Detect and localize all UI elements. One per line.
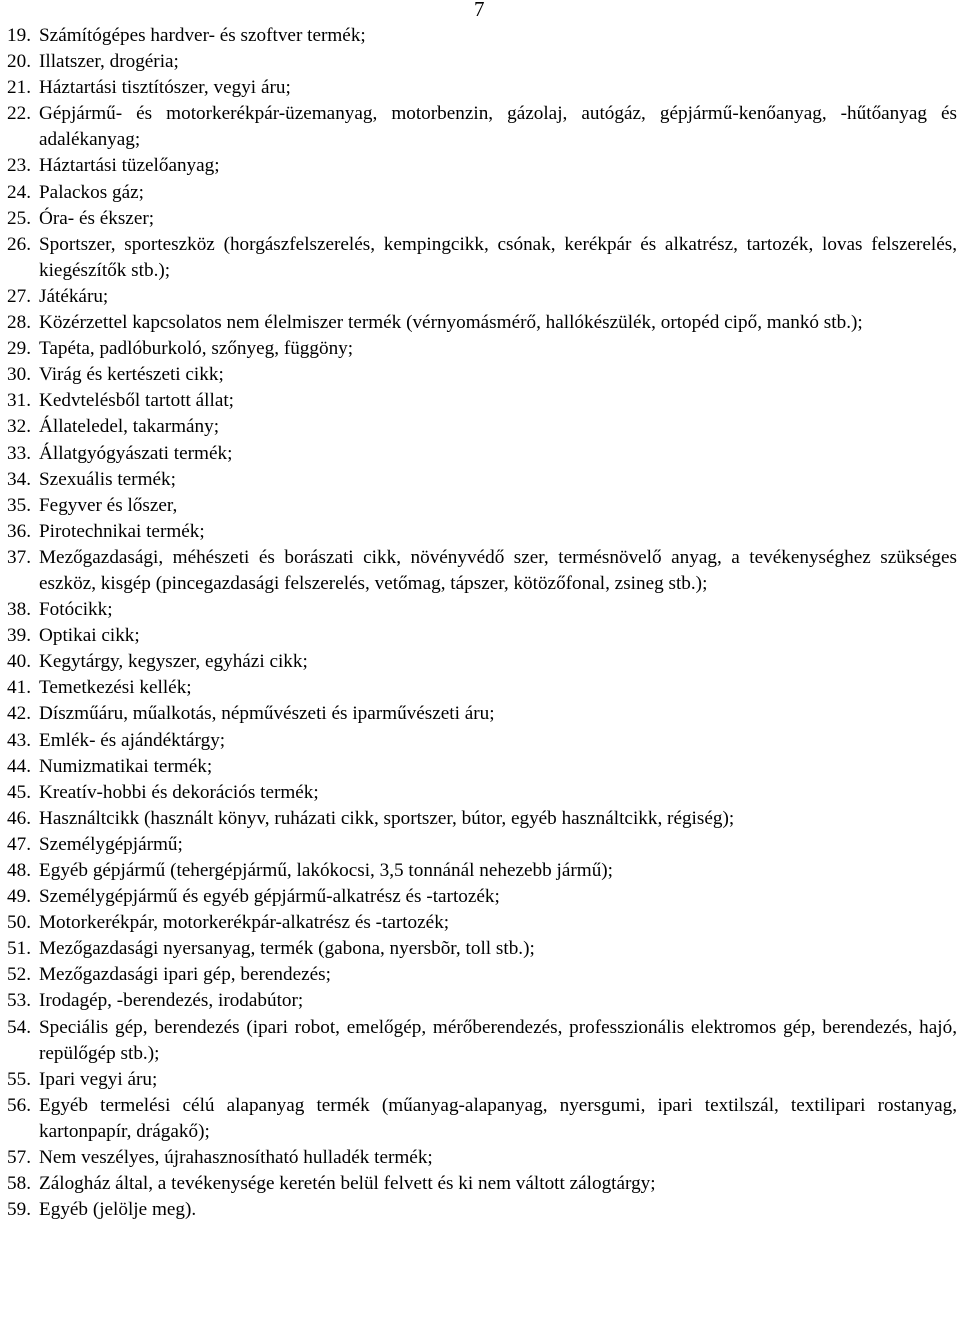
list-item-text: Pirotechnikai termék; (39, 520, 205, 542)
list-item-number: 52. (7, 964, 31, 986)
list-item (7, 153, 957, 179)
list-item (7, 310, 957, 336)
list-item (7, 988, 957, 1014)
list-item-number: 22. (7, 103, 31, 125)
list-item-number: 23. (7, 155, 31, 177)
list-item (7, 728, 957, 754)
list-item-text: Díszműáru, műalkotás, népművészeti és iparművészeti áru; (39, 703, 495, 725)
list-item (7, 23, 957, 49)
product-category-list (7, 23, 957, 1223)
list-item (7, 623, 957, 649)
list-item (7, 49, 957, 75)
list-item-number: 20. (7, 51, 31, 73)
list-item-text: Kegytárgy, kegyszer, egyházi cikk; (39, 651, 308, 673)
list-item (7, 962, 957, 988)
list-item-number: 57. (7, 1147, 31, 1169)
list-item (7, 441, 957, 467)
list-item (7, 884, 957, 910)
list-item-number: 42. (7, 703, 31, 725)
list-item (7, 1171, 957, 1197)
list-item (7, 545, 957, 597)
list-item-text: Közérzettel kapcsolatos nem élelmiszer termék (vérnyomásmérő, hallókészülék, ortopéd cipő, mankó stb.); (39, 312, 863, 334)
list-item-text: Kedvtelésből tartott állat; (39, 390, 235, 412)
list-item (7, 180, 957, 206)
list-item-number: 21. (7, 77, 31, 99)
list-item-text: Szexuális termék; (39, 468, 176, 490)
list-item (7, 858, 957, 884)
list-item-number: 25. (7, 207, 31, 229)
list-item (7, 1197, 957, 1223)
list-item-number: 41. (7, 677, 31, 699)
list-item (7, 1093, 957, 1145)
list-item-text: Irodagép, -berendezés, irodabútor; (39, 990, 304, 1012)
list-item (7, 832, 957, 858)
list-item-text: Személygépjármű; (39, 833, 183, 855)
list-item-text: Mezőgazdasági nyersanyag, termék (gabona, nyersbõr, toll stb.); (39, 938, 535, 960)
list-item (7, 284, 957, 310)
list-item (7, 1067, 957, 1093)
list-item (7, 701, 957, 727)
list-item-text: Tapéta, padlóburkoló, szőnyeg, függöny; (39, 338, 354, 360)
list-item-text: Sportszer, sporteszköz (horgászfelszerelés, kempingcikk, csónak, kerékpár és alkatrész, tartozék, lovas felszerelés, kiegészítők stb.); (39, 233, 957, 281)
list-item-text: Illatszer, drogéria; (39, 51, 179, 73)
list-item-number: 48. (7, 860, 31, 881)
list-item-number: 34. (7, 468, 31, 490)
list-item-text: Játékáru; (39, 285, 109, 307)
list-item-text: Egyéb termelési célú alapanyag termék (műanyag-alapanyag, nyersgumi, ipari textilszál, textilipari rostanyag, kartonpapír, drágakő); (39, 1094, 957, 1142)
list-item (7, 806, 957, 832)
list-item-text: Mezőgazdasági ipari gép, berendezés; (39, 964, 331, 986)
list-item-text: Ipari vegyi áru; (39, 1068, 158, 1090)
list-item-number: 59. (7, 1199, 31, 1221)
list-item-number: 45. (7, 781, 31, 803)
list-item-text: Fegyver és lőszer, (39, 494, 178, 516)
list-item-number: 28. (7, 312, 31, 334)
list-item (7, 493, 957, 519)
list-item-number: 58. (7, 1173, 31, 1195)
list-item-number: 37. (7, 546, 31, 568)
list-item (7, 675, 957, 701)
list-item-number: 49. (7, 886, 31, 908)
list-item-number: 36. (7, 520, 31, 542)
list-item-text: Palackos gáz; (39, 181, 144, 203)
list-item (7, 1145, 957, 1171)
list-item-number: 31. (7, 390, 31, 412)
list-item-text: Használtcikk (használt könyv, ruházati cikk, sportszer, bútor, egyéb használtcikk, régiség); (39, 807, 735, 829)
list-item-number: 30. (7, 364, 31, 386)
list-item (7, 1015, 957, 1067)
list-item-number: 55. (7, 1068, 31, 1090)
list-item-number: 19. (7, 25, 31, 46)
list-item (7, 75, 957, 101)
list-item-number: 51. (7, 938, 31, 960)
list-item-text: Fotócikk; (39, 599, 113, 621)
list-item-number: 24. (7, 181, 31, 203)
list-item-text: Kreatív-hobbi és dekorációs termék; (39, 781, 319, 803)
list-item (7, 206, 957, 232)
list-item (7, 519, 957, 545)
list-item-number: 43. (7, 729, 31, 751)
list-item-number: 56. (7, 1094, 31, 1116)
list-item (7, 362, 957, 388)
list-item-text: Egyéb (jelölje meg). (39, 1199, 197, 1221)
list-item-text: Nem veszélyes, újrahasznosítható hulladék termék; (39, 1147, 433, 1169)
list-item-text: Speciális gép, berendezés (ipari robot, emelőgép, mérőberendezés, professzionális elektromos gép, berendezés, hajó, repülőgép stb.); (39, 1016, 957, 1064)
list-item (7, 910, 957, 936)
list-item-text: Motorkerékpár, motorkerékpár-alkatrész és -tartozék; (39, 912, 450, 934)
list-item (7, 336, 957, 362)
list-item-text: Állateledel, takarmány; (39, 416, 220, 438)
list-item-number: 47. (7, 833, 31, 855)
list-item-number: 38. (7, 599, 31, 621)
list-item (7, 232, 957, 284)
list-item-text: Számítógépes hardver- és szoftver termék; (39, 25, 366, 46)
list-item-number: 27. (7, 285, 31, 307)
list-item (7, 597, 957, 623)
list-item-number: 26. (7, 233, 31, 255)
list-item-number: 29. (7, 338, 31, 360)
list-item-text: Háztartási tüzelőanyag; (39, 155, 220, 177)
list-item-number: 44. (7, 755, 31, 777)
list-item-number: 46. (7, 807, 31, 829)
list-item-text: Gépjármű- és motorkerékpár-üzemanyag, motorbenzin, gázolaj, autógáz, gépjármű-kenőanyag, -hűtőanyag és adalékanyag; (39, 103, 957, 151)
list-item-text: Óra- és ékszer; (39, 207, 155, 229)
list-item (7, 388, 957, 414)
list-item-number: 39. (7, 625, 31, 647)
list-item-text: Numizmatikai termék; (39, 755, 213, 777)
list-item-number: 54. (7, 1016, 31, 1038)
list-item-text: Állatgyógyászati termék; (39, 442, 233, 464)
list-item (7, 467, 957, 493)
page-number: 7 (474, 0, 485, 21)
list-item-text: Személygépjármű és egyéb gépjármű-alkatrész és -tartozék; (39, 886, 500, 908)
list-item (7, 414, 957, 440)
list-item-number: 50. (7, 912, 31, 934)
list-item-number: 40. (7, 651, 31, 673)
list-item-text: Temetkezési kellék; (39, 677, 192, 699)
list-item-text: Optikai cikk; (39, 625, 140, 647)
list-item (7, 936, 957, 962)
list-item-text: Egyéb gépjármű (tehergépjármű, lakókocsi, 3,5 tonnánál nehezebb jármű); (39, 860, 614, 881)
list-item-number: 33. (7, 442, 31, 464)
list-item-number: 53. (7, 990, 31, 1012)
list-item (7, 780, 957, 806)
list-item-text: Virág és kertészeti cikk; (39, 364, 224, 386)
list-item (7, 649, 957, 675)
list-item-text: Háztartási tisztítószer, vegyi áru; (39, 77, 291, 99)
list-item-number: 35. (7, 494, 31, 516)
list-item (7, 754, 957, 780)
list-item-text: Mezőgazdasági, méhészeti és borászati cikk, növényvédő szer, termésnövelő anyag, a tevékenységhez szükséges eszköz, kisgép (pincegazdasági felszerelés, vetőmag, tápszer, kötözőfonal, zsineg stb.); (39, 546, 957, 594)
list-item-text: Zálogház által, a tevékenysége keretén belül felvett és ki nem váltott zálogtárgy; (39, 1173, 656, 1195)
list-item (7, 101, 957, 153)
list-item-text: Emlék- és ajándéktárgy; (39, 729, 226, 751)
list-item-number: 32. (7, 416, 31, 438)
